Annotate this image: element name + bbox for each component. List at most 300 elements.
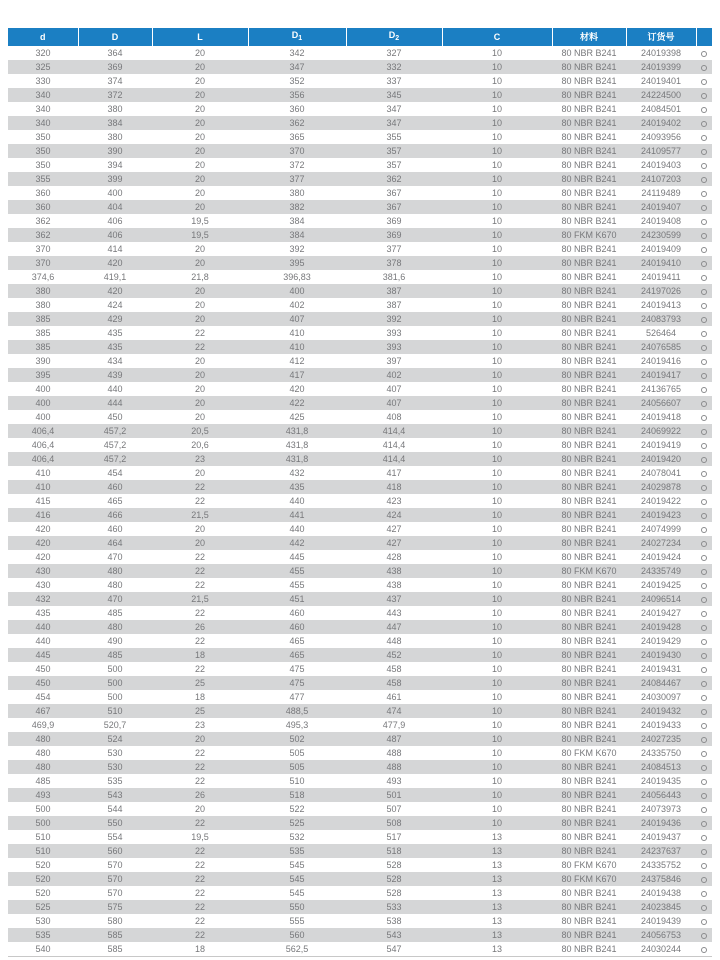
cell-C: 10 <box>491 692 502 702</box>
cell-L: 20 <box>194 468 205 478</box>
cell-availability <box>696 340 712 354</box>
cell-D: 444 <box>107 398 123 408</box>
circle-icon <box>701 51 707 57</box>
cell-D: 485 <box>107 650 123 660</box>
table-header-row <box>8 28 712 46</box>
cell-material: 80 NBR B241 <box>561 426 617 436</box>
cell-d: 520 <box>35 888 51 898</box>
cell-d: 400 <box>35 412 51 422</box>
cell-d: 370 <box>35 258 51 268</box>
cell-order-number: 24019418 <box>640 412 682 422</box>
cell-order-number: 24078041 <box>640 468 682 478</box>
table-row <box>8 858 712 872</box>
cell-D1: 342 <box>289 48 305 58</box>
cell-order-number: 24019436 <box>640 818 682 828</box>
cell-availability <box>696 788 712 802</box>
cell-C: 13 <box>491 944 502 954</box>
cell-D2: 417 <box>386 468 402 478</box>
cell-order-number: 24019416 <box>640 356 682 366</box>
cell-L: 20 <box>194 538 205 548</box>
cell-d: 530 <box>35 916 51 926</box>
cell-D2: 488 <box>386 762 402 772</box>
circle-icon <box>701 345 707 351</box>
cell-D: 424 <box>107 300 123 310</box>
cell-C: 10 <box>491 706 502 716</box>
circle-icon <box>701 443 707 449</box>
circle-icon <box>701 275 707 281</box>
cell-D1: 510 <box>289 776 305 786</box>
cell-d: 400 <box>35 384 51 394</box>
column-header-D1 <box>248 28 346 46</box>
cell-D: 404 <box>107 202 123 212</box>
cell-D1: 460 <box>289 622 305 632</box>
cell-availability <box>696 550 712 564</box>
cell-C: 10 <box>491 552 502 562</box>
circle-icon <box>701 849 707 855</box>
cell-C: 10 <box>491 594 502 604</box>
column-header-D <box>78 28 152 46</box>
cell-D2: 393 <box>386 342 402 352</box>
cell-availability <box>696 732 712 746</box>
cell-availability <box>696 102 712 116</box>
cell-order-number: 24056753 <box>640 930 682 940</box>
circle-icon <box>701 793 707 799</box>
cell-C: 10 <box>491 202 502 212</box>
cell-availability <box>696 424 712 438</box>
circle-icon <box>701 877 707 883</box>
table-row <box>8 606 712 620</box>
cell-L: 20 <box>194 244 205 254</box>
cell-material: 80 NBR B241 <box>561 580 617 590</box>
cell-order-number: 24030097 <box>640 692 682 702</box>
cell-C: 10 <box>491 538 502 548</box>
cell-C: 13 <box>491 902 502 912</box>
circle-icon <box>701 821 707 827</box>
cell-L: 20 <box>194 398 205 408</box>
cell-availability <box>696 480 712 494</box>
cell-order-number: 24375846 <box>640 874 682 884</box>
cell-C: 10 <box>491 678 502 688</box>
circle-icon <box>701 807 707 813</box>
table-row <box>8 242 712 256</box>
column-header-D2 <box>346 28 442 46</box>
circle-icon <box>701 303 707 309</box>
table-row <box>8 270 712 284</box>
cell-D1: 545 <box>289 874 305 884</box>
cell-order-number: 24019399 <box>640 62 682 72</box>
cell-C: 10 <box>491 258 502 268</box>
cell-material: 80 NBR B241 <box>561 398 617 408</box>
column-header-label: D <box>111 31 119 42</box>
cell-material: 80 NBR B241 <box>561 818 617 828</box>
cell-D2: 423 <box>386 496 402 506</box>
cell-D: 524 <box>107 734 123 744</box>
circle-icon <box>701 555 707 561</box>
cell-availability <box>696 648 712 662</box>
cell-C: 10 <box>491 720 502 730</box>
cell-availability <box>696 88 712 102</box>
cell-C: 10 <box>491 48 502 58</box>
cell-availability <box>696 382 712 396</box>
circle-icon <box>701 93 707 99</box>
cell-order-number: 24084501 <box>640 104 682 114</box>
cell-availability <box>696 914 712 928</box>
cell-availability <box>696 158 712 172</box>
cell-material: 80 NBR B241 <box>561 944 617 954</box>
cell-L: 20 <box>194 286 205 296</box>
table-row <box>8 158 712 172</box>
cell-D: 457,2 <box>103 426 127 436</box>
cell-order-number: 24019417 <box>640 370 682 380</box>
cell-D: 372 <box>107 90 123 100</box>
cell-L: 19,5 <box>191 216 209 226</box>
cell-C: 10 <box>491 426 502 436</box>
cell-C: 13 <box>491 888 502 898</box>
circle-icon <box>701 387 707 393</box>
cell-order-number: 24019423 <box>640 510 682 520</box>
cell-L: 22 <box>194 916 205 926</box>
cell-D: 406 <box>107 230 123 240</box>
table-row <box>8 340 712 354</box>
cell-C: 10 <box>491 216 502 226</box>
cell-order-number: 24019425 <box>640 580 682 590</box>
cell-L: 20 <box>194 356 205 366</box>
cell-availability <box>696 676 712 690</box>
cell-availability <box>696 326 712 340</box>
cell-d: 450 <box>35 678 51 688</box>
cell-D1: 360 <box>289 104 305 114</box>
cell-L: 22 <box>194 482 205 492</box>
cell-D2: 461 <box>386 692 402 702</box>
cell-D2: 458 <box>386 664 402 674</box>
cell-D2: 447 <box>386 622 402 632</box>
cell-d: 420 <box>35 552 51 562</box>
circle-icon <box>701 317 707 323</box>
cell-D2: 397 <box>386 356 402 366</box>
table-row <box>8 634 712 648</box>
cell-availability <box>696 438 712 452</box>
cell-d: 480 <box>35 748 51 758</box>
cell-availability <box>696 900 712 914</box>
cell-C: 10 <box>491 286 502 296</box>
table-row <box>8 354 712 368</box>
cell-order-number: 24093956 <box>640 132 682 142</box>
cell-C: 13 <box>491 860 502 870</box>
table-row <box>8 648 712 662</box>
cell-L: 19,5 <box>191 230 209 240</box>
cell-D1: 477 <box>289 692 305 702</box>
circle-icon <box>701 639 707 645</box>
cell-L: 22 <box>194 776 205 786</box>
cell-L: 22 <box>194 566 205 576</box>
cell-d: 385 <box>35 328 51 338</box>
cell-D2: 528 <box>386 860 402 870</box>
column-header-label: 订货号 <box>647 31 675 42</box>
cell-availability <box>696 662 712 676</box>
circle-icon <box>701 373 707 379</box>
table-row <box>8 872 712 886</box>
cell-D1: 545 <box>289 860 305 870</box>
table-row <box>8 830 712 844</box>
cell-D1: 352 <box>289 76 305 86</box>
cell-d: 500 <box>35 818 51 828</box>
cell-D: 520,7 <box>103 720 127 730</box>
circle-icon <box>701 681 707 687</box>
cell-order-number: 24136765 <box>640 384 682 394</box>
cell-D1: 384 <box>289 216 305 226</box>
cell-C: 10 <box>491 342 502 352</box>
cell-D: 550 <box>107 818 123 828</box>
cell-d: 410 <box>35 482 51 492</box>
circle-icon <box>701 709 707 715</box>
cell-L: 20 <box>194 48 205 58</box>
cell-D: 465 <box>107 496 123 506</box>
table-row <box>8 480 712 494</box>
cell-D1: 460 <box>289 608 305 618</box>
column-header-subscript: 1 <box>298 35 303 42</box>
cell-C: 10 <box>491 650 502 660</box>
circle-icon <box>701 499 707 505</box>
cell-D: 450 <box>107 412 123 422</box>
cell-D2: 377 <box>386 244 402 254</box>
table-row <box>8 424 712 438</box>
circle-icon <box>701 583 707 589</box>
circle-icon <box>701 611 707 617</box>
cell-order-number: 24083793 <box>640 314 682 324</box>
cell-D: 406 <box>107 216 123 226</box>
cell-L: 23 <box>194 720 205 730</box>
cell-material: 80 FKM K670 <box>561 230 617 240</box>
cell-L: 20 <box>194 370 205 380</box>
cell-D: 420 <box>107 258 123 268</box>
circle-icon <box>701 933 707 939</box>
cell-L: 22 <box>194 888 205 898</box>
cell-availability <box>696 816 712 830</box>
cell-D2: 452 <box>386 650 402 660</box>
cell-C: 10 <box>491 622 502 632</box>
table-row <box>8 382 712 396</box>
cell-D1: 407 <box>289 314 305 324</box>
cell-order-number: 24107203 <box>640 174 682 184</box>
cell-order-number: 24019428 <box>640 622 682 632</box>
circle-icon <box>701 723 707 729</box>
cell-D: 380 <box>107 104 123 114</box>
table-row <box>8 256 712 270</box>
cell-D2: 518 <box>386 846 402 856</box>
cell-C: 10 <box>491 748 502 758</box>
cell-D1: 362 <box>289 118 305 128</box>
cell-order-number: 24019438 <box>640 888 682 898</box>
circle-icon <box>701 513 707 519</box>
cell-D1: 422 <box>289 398 305 408</box>
cell-availability <box>696 270 712 284</box>
cell-availability <box>696 298 712 312</box>
cell-D2: 362 <box>386 174 402 184</box>
table-row <box>8 676 712 690</box>
cell-material: 80 NBR B241 <box>561 146 617 156</box>
cell-material: 80 NBR B241 <box>561 762 617 772</box>
cell-d: 395 <box>35 370 51 380</box>
cell-D: 480 <box>107 580 123 590</box>
table-row <box>8 200 712 214</box>
cell-D1: 431,8 <box>285 440 309 450</box>
cell-D: 544 <box>107 804 123 814</box>
cell-L: 18 <box>194 650 205 660</box>
circle-icon <box>701 863 707 869</box>
table-row <box>8 60 712 74</box>
cell-availability <box>696 494 712 508</box>
cell-d: 485 <box>35 776 51 786</box>
cell-C: 10 <box>491 636 502 646</box>
cell-availability <box>696 60 712 74</box>
cell-availability <box>696 746 712 760</box>
cell-d: 430 <box>35 580 51 590</box>
cell-order-number: 24019430 <box>640 650 682 660</box>
cell-material: 80 NBR B241 <box>561 356 617 366</box>
cell-L: 25 <box>194 706 205 716</box>
cell-D2: 493 <box>386 776 402 786</box>
cell-L: 22 <box>194 342 205 352</box>
cell-D2: 407 <box>386 398 402 408</box>
cell-C: 10 <box>491 818 502 828</box>
cell-availability <box>696 186 712 200</box>
column-header-subscript: 2 <box>395 35 400 42</box>
cell-L: 22 <box>194 608 205 618</box>
cell-D: 439 <box>107 370 123 380</box>
cell-D1: 545 <box>289 888 305 898</box>
cell-material: 80 NBR B241 <box>561 720 617 730</box>
circle-icon <box>701 359 707 365</box>
cell-C: 10 <box>491 160 502 170</box>
table-row <box>8 438 712 452</box>
cell-d: 445 <box>35 650 51 660</box>
cell-D: 554 <box>107 832 123 842</box>
cell-D2: 369 <box>386 230 402 240</box>
circle-icon <box>701 219 707 225</box>
cell-D2: 357 <box>386 160 402 170</box>
cell-D2: 528 <box>386 888 402 898</box>
cell-D: 500 <box>107 678 123 688</box>
cell-L: 20 <box>194 524 205 534</box>
cell-D: 570 <box>107 874 123 884</box>
cell-D2: 508 <box>386 818 402 828</box>
cell-D1: 431,8 <box>285 454 309 464</box>
column-header-label: 材料 <box>579 31 598 42</box>
cell-order-number: 24019439 <box>640 916 682 926</box>
cell-order-number: 24073973 <box>640 804 682 814</box>
cell-D: 500 <box>107 664 123 674</box>
cell-order-number: 24019435 <box>640 776 682 786</box>
cell-availability <box>696 466 712 480</box>
cell-d: 420 <box>35 524 51 534</box>
cell-material: 80 NBR B241 <box>561 482 617 492</box>
cell-material: 80 NBR B241 <box>561 286 617 296</box>
table-row <box>8 186 712 200</box>
cell-D: 535 <box>107 776 123 786</box>
circle-icon <box>701 527 707 533</box>
cell-L: 21,5 <box>191 510 209 520</box>
table-row <box>8 788 712 802</box>
cell-C: 10 <box>491 62 502 72</box>
table-row <box>8 466 712 480</box>
cell-d: 406,4 <box>31 454 55 464</box>
cell-D1: 502 <box>289 734 305 744</box>
cell-d: 410 <box>35 468 51 478</box>
cell-availability <box>696 130 712 144</box>
cell-D1: 451 <box>289 594 305 604</box>
cell-material: 80 NBR B241 <box>561 370 617 380</box>
cell-D2: 387 <box>386 300 402 310</box>
cell-D2: 392 <box>386 314 402 324</box>
cell-D2: 427 <box>386 538 402 548</box>
cell-d: 520 <box>35 860 51 870</box>
cell-C: 10 <box>491 328 502 338</box>
cell-C: 10 <box>491 230 502 240</box>
cell-material: 80 NBR B241 <box>561 650 617 660</box>
cell-D2: 501 <box>386 790 402 800</box>
cell-L: 20 <box>194 160 205 170</box>
cell-D: 435 <box>107 342 123 352</box>
cell-D1: 377 <box>289 174 305 184</box>
cell-d: 374,6 <box>31 272 55 282</box>
cell-order-number: 24019419 <box>640 440 682 450</box>
cell-d: 385 <box>35 342 51 352</box>
cell-d: 415 <box>35 496 51 506</box>
cell-availability <box>696 928 712 942</box>
cell-order-number: 24019433 <box>640 720 682 730</box>
cell-D: 434 <box>107 356 123 366</box>
cell-D2: 533 <box>386 902 402 912</box>
cell-order-number: 24019402 <box>640 118 682 128</box>
cell-availability <box>696 256 712 270</box>
cell-L: 22 <box>194 930 205 940</box>
cell-D: 364 <box>107 48 123 58</box>
cell-L: 22 <box>194 328 205 338</box>
cell-order-number: 24109577 <box>640 146 682 156</box>
circle-icon <box>701 107 707 113</box>
table-row <box>8 144 712 158</box>
cell-order-number: 24019420 <box>640 454 682 464</box>
cell-material: 80 NBR B241 <box>561 552 617 562</box>
cell-C: 10 <box>491 468 502 478</box>
cell-D1: 435 <box>289 482 305 492</box>
cell-D: 480 <box>107 566 123 576</box>
cell-order-number: 24027235 <box>640 734 682 744</box>
cell-C: 10 <box>491 776 502 786</box>
column-header-C <box>442 28 552 46</box>
cell-C: 10 <box>491 104 502 114</box>
cell-order-number: 24019403 <box>640 160 682 170</box>
cell-material: 80 NBR B241 <box>561 104 617 114</box>
circle-icon <box>701 457 707 463</box>
cell-D2: 327 <box>386 48 402 58</box>
table-row <box>8 214 712 228</box>
cell-order-number: 24019407 <box>640 202 682 212</box>
cell-material: 80 NBR B241 <box>561 902 617 912</box>
circle-icon <box>701 947 707 953</box>
cell-material: 80 NBR B241 <box>561 790 617 800</box>
cell-material: 80 NBR B241 <box>561 930 617 940</box>
cell-D1: 495,3 <box>285 720 309 730</box>
cell-L: 20 <box>194 146 205 156</box>
cell-D: 464 <box>107 538 123 548</box>
cell-C: 10 <box>491 314 502 324</box>
cell-D: 480 <box>107 622 123 632</box>
circle-icon <box>701 779 707 785</box>
cell-D2: 507 <box>386 804 402 814</box>
cell-D: 570 <box>107 860 123 870</box>
cell-d: 380 <box>35 300 51 310</box>
